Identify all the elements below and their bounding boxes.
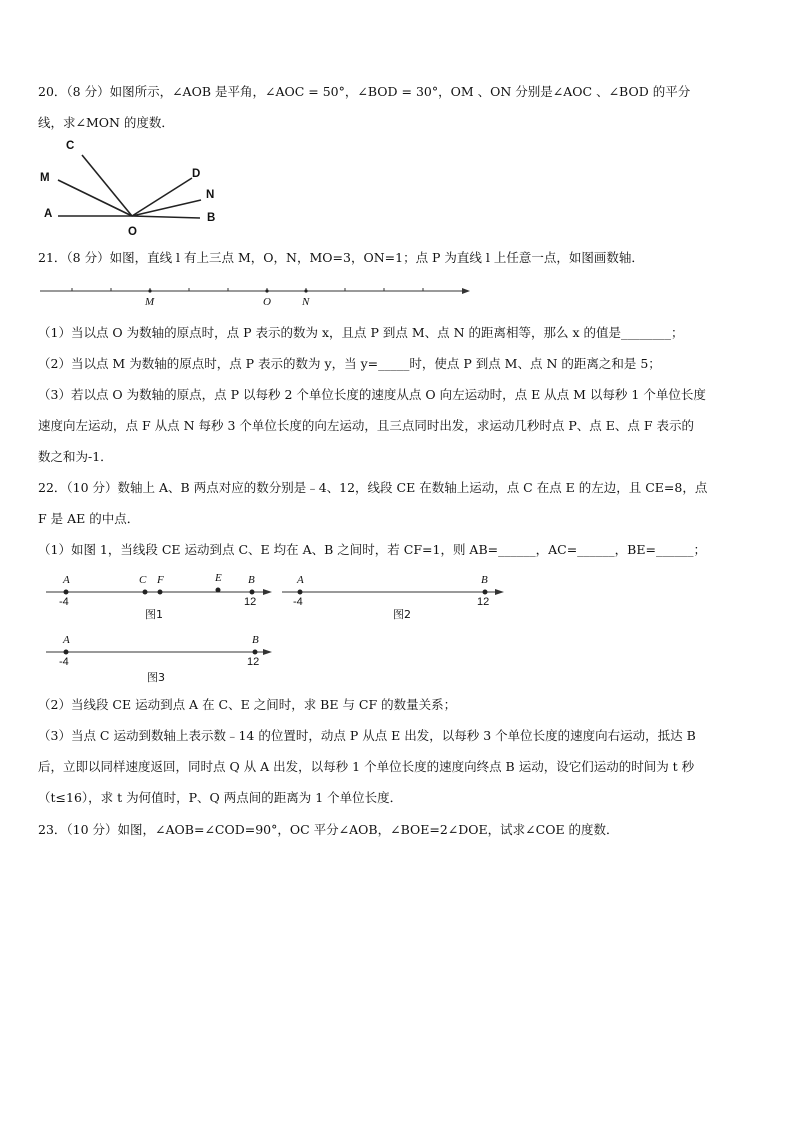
fig1-point-b	[250, 590, 255, 595]
q21-part3-line3: 数之和为-1．	[38, 449, 113, 464]
q20-label-o: O	[128, 226, 137, 238]
ray-OD	[132, 178, 192, 216]
q21-part2: （2）当以点 M 为数轴的原点时，点 P 表示的数为 y，当 y=_____时，使点 P 到点 M、点 N 的距离之和是 5；	[38, 356, 661, 371]
q22-part2: （2）当线段 CE 运动到点 A 在 C、E 之间时，求 BE 与 CF 的数量关系；	[38, 697, 457, 712]
ray-OM	[58, 180, 132, 216]
fig1-point-e	[216, 588, 221, 593]
fig1-tick-neg4: -4	[59, 596, 69, 608]
point-n	[304, 289, 307, 292]
fig2-tick-12: 12	[477, 596, 490, 608]
q22-part3-line2: 后，立即以同样速度返回，同时点 Q 从 A 出发，以每秒 1 个单位长度的速度向终点 B 运动，设它们运动的时间为 t 秒	[38, 759, 695, 774]
q21-part1: （1）当以点 O 为数轴的原点时，点 P 表示的数为 x，且点 P 到点 M、点 N 的距离相等，那么 x 的值是________；	[38, 325, 684, 340]
fig1-label-e: E	[215, 572, 222, 584]
q20-label-d: D	[192, 168, 201, 180]
q23-line1: 23．（10 分）如图，∠AOB=∠COD=90°，OC 平分∠AOB，∠BOE=2∠DOE，试求∠COE 的度数．	[38, 822, 619, 837]
fig1-label-f: F	[157, 574, 164, 586]
q22-line2: F 是 AE 的中点．	[38, 511, 140, 526]
ray-OB	[132, 216, 200, 218]
fig1-tick-12: 12	[244, 596, 257, 608]
fig3-tick-12: 12	[247, 656, 260, 668]
q22-line1: 22．（10 分）数轴上 A、B 两点对应的数分别是﹣4、12，线段 CE 在数轴上运动，点 C 在点 E 的左边，且 CE=8，点	[38, 480, 708, 495]
q21-label-n: N	[302, 296, 310, 308]
ray-ON	[132, 200, 201, 216]
figure-1	[46, 588, 272, 596]
arrow-head	[462, 288, 470, 294]
q21-label-m: M	[145, 296, 155, 308]
fig1-point-c	[143, 590, 148, 595]
fig2-caption: 图2	[393, 608, 411, 621]
fig3-point-a	[64, 650, 69, 655]
fig1-label-b: B	[248, 574, 255, 586]
fig2-tick-neg4: -4	[293, 596, 303, 608]
fig1-point-a	[64, 590, 69, 595]
q20-label-a: A	[44, 208, 53, 220]
fig2-label-a: A	[297, 574, 304, 586]
fig3-point-b	[253, 650, 258, 655]
q21-label-o: O	[263, 296, 271, 308]
point-o	[265, 289, 268, 292]
q22-part3-line3: （t≤16），求 t 为何值时，P、Q 两点间的距离为 1 个单位长度．	[38, 790, 403, 805]
fig1-point-f	[158, 590, 163, 595]
point-m	[148, 289, 151, 292]
figure-3	[46, 649, 272, 655]
fig3-label-b: B	[252, 634, 259, 646]
q21-line1: 21．（8 分）如图，直线 l 有上三点 M，O，N，MO=3，ON=1；点 P 为直线 l 上任意一点，如图画数轴．	[38, 250, 644, 265]
figure-2	[282, 589, 504, 595]
q22-part3-line1: （3）当点 C 运动到数轴上表示数﹣14 的位置时，动点 P 从点 E 出发，以每秒 3 个单位长度的速度向右运动，抵达 B	[38, 728, 696, 743]
fig1-label-c: C	[139, 574, 147, 586]
fig3-tick-neg4: -4	[59, 656, 69, 668]
fig2-label-b: B	[481, 574, 488, 586]
q20-label-n: N	[206, 189, 215, 201]
fig1-caption: 图1	[145, 608, 163, 621]
q21-part3-line1: （3）若以点 O 为数轴的原点，点 P 以每秒 2 个单位长度的速度从点 O 向左运动时，点 E 从点 M 以每秒 1 个单位长度	[38, 387, 706, 402]
fig2-point-b	[483, 590, 488, 595]
q20-label-m: M	[40, 172, 50, 184]
q20-label-c: C	[66, 140, 75, 152]
fig2-point-a	[298, 590, 303, 595]
fig3-label-a: A	[63, 634, 70, 646]
q20-line2: 线，求∠MON 的度数．	[38, 115, 174, 130]
fig1-label-a: A	[63, 574, 70, 586]
q21-part3-line2: 速度向左运动，点 F 从点 N 每秒 3 个单位长度的向左运动，且三点同时出发，求运动几秒时点 P、点 E、点 F 表示的	[38, 418, 695, 433]
q20-label-b: B	[207, 212, 216, 224]
fig3-caption: 图3	[147, 671, 165, 684]
ray-OC	[82, 155, 132, 216]
q20-line1: 20．（8 分）如图所示，∠AOB 是平角，∠AOC = 50°，∠BOD = 30°，OM 、ON 分别是∠AOC 、∠BOD 的平分	[38, 84, 691, 99]
q22-part1: （1）如图 1，当线段 CE 运动到点 C、E 均在 A、B 之间时，若 CF=1，则 AB=______，AC=______，BE=______；	[38, 542, 706, 557]
